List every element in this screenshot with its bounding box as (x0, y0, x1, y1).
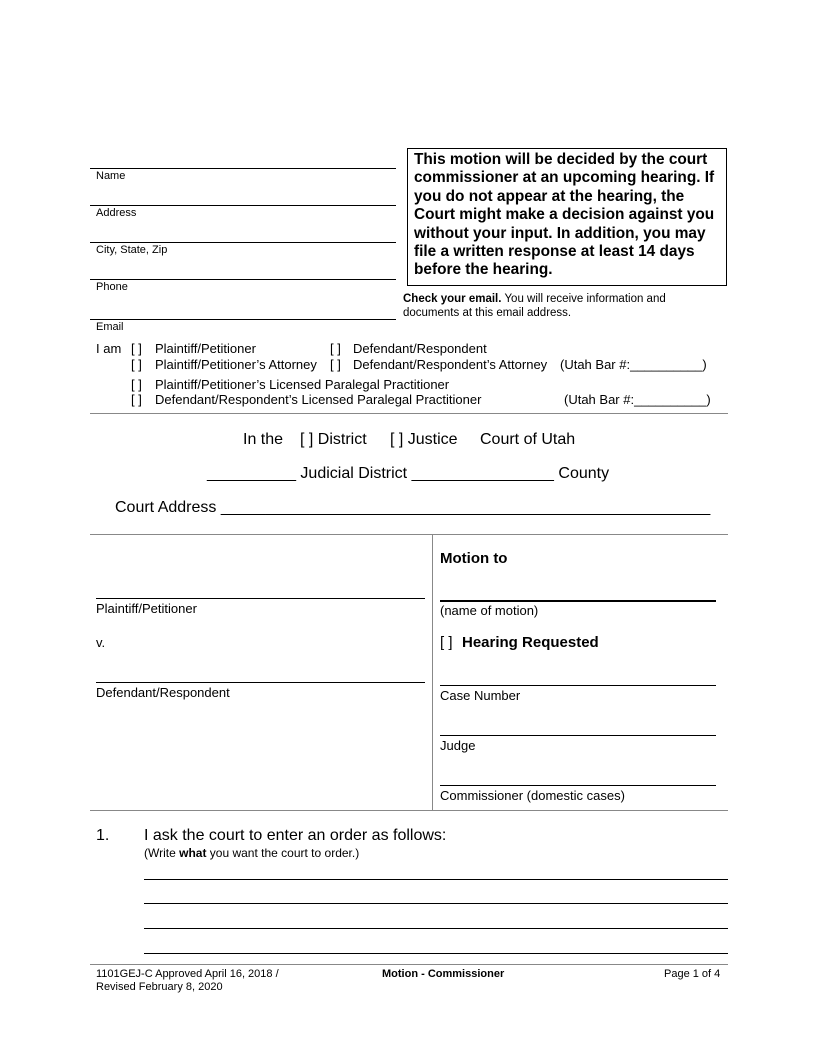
hearing-requested-label: Hearing Requested (462, 634, 599, 651)
email-line[interactable] (90, 319, 396, 320)
plaintiff-lpp-checkbox[interactable]: [ ] (131, 377, 142, 392)
name-line[interactable] (90, 168, 396, 169)
email-note-line2: documents at this email address. (403, 307, 572, 319)
defendant-lpp-option: Defendant/Respondent’s Licensed Paralegal Practitioner (155, 392, 482, 407)
caption-top-border (90, 534, 728, 535)
plaintiff-lpp-option: Plaintiff/Petitioner’s Licensed Paralegal Practitioner (155, 377, 450, 392)
divider (90, 413, 728, 414)
form-id: 1101GEJ-C Approved April 16, 2018 / (96, 968, 279, 980)
plaintiff-checkbox[interactable]: [ ] (131, 341, 142, 356)
defendant-checkbox[interactable]: [ ] (330, 341, 341, 356)
name-label: Name (96, 170, 126, 182)
court-of-utah-label: Court of Utah (480, 431, 576, 448)
email-label: Email (96, 321, 124, 333)
plaintiff-attorney-option: Plaintiff/Petitioner’s Attorney (155, 357, 317, 372)
commissioner-label: Commissioner (domestic cases) (440, 788, 625, 803)
city-line[interactable] (90, 242, 396, 243)
plaintiff-petitioner-label: Plaintiff/Petitioner (96, 601, 197, 616)
commissioner-line[interactable] (440, 785, 716, 786)
hearing-requested-checkbox[interactable]: [ ] (440, 634, 453, 651)
plaintiff-option: Plaintiff/Petitioner (155, 341, 256, 356)
phone-line[interactable] (90, 279, 396, 280)
page-number: Page 1 of 4 (664, 968, 721, 980)
order-line-4[interactable] (144, 953, 728, 954)
judge-label: Judge (440, 738, 476, 753)
plaintiff-name-line[interactable] (96, 598, 425, 599)
iam-label: I am (96, 341, 122, 356)
defendant-respondent-label: Defendant/Respondent (96, 685, 230, 700)
name-of-motion-label: (name of motion) (440, 603, 539, 618)
judicial-district-county[interactable]: __________ Judicial District ________________ County (207, 465, 610, 482)
defendant-attorney-checkbox[interactable]: [ ] (330, 357, 341, 372)
revised-date: Revised February 8, 2020 (96, 981, 223, 993)
footer-title: Motion - Commissioner (382, 968, 505, 980)
email-note-line1: You will receive information and (504, 293, 666, 305)
defendant-attorney-option: Defendant/Respondent’s Attorney (353, 357, 548, 372)
caption-bottom-border (90, 810, 728, 811)
address-line[interactable] (90, 205, 396, 206)
case-number-line[interactable] (440, 685, 716, 686)
item-number: 1. (96, 827, 110, 844)
address-label: Address (96, 207, 137, 219)
utah-bar-number-2[interactable]: (Utah Bar #:__________) (564, 392, 711, 407)
hearing-notice: This motion will be decided by the court commissioner at an upcoming hearing. If you do not appear at the hearing, the Court might make a decision against you without your input. In addition, you may file a written response at least 14 days before the hearing. (407, 148, 727, 286)
defendant-name-line[interactable] (96, 682, 425, 683)
item-text: I ask the court to enter an order as follows: (144, 827, 447, 844)
court-address[interactable]: Court Address _______________________________________________________ (115, 499, 711, 516)
order-line-2[interactable] (144, 903, 728, 904)
email-note-bold: Check your email. (403, 293, 502, 305)
city-label: City, State, Zip (96, 244, 168, 256)
email-note (403, 292, 703, 320)
footer-rule (90, 964, 728, 965)
justice-court-checkbox[interactable]: [ ] Justice (390, 431, 458, 448)
phone-label: Phone (96, 281, 128, 293)
versus-label: v. (96, 635, 106, 650)
plaintiff-attorney-checkbox[interactable]: [ ] (131, 357, 142, 372)
defendant-lpp-checkbox[interactable]: [ ] (131, 392, 142, 407)
item-hint-pre: (Write (144, 846, 180, 860)
item-hint-bold: what (179, 846, 207, 860)
caption-divider (432, 534, 433, 810)
judge-line[interactable] (440, 735, 716, 736)
district-court-checkbox[interactable]: [ ] District (300, 431, 367, 448)
item-hint (144, 846, 359, 860)
order-line-3[interactable] (144, 928, 728, 929)
item-hint-post: you want the court to order.) (206, 846, 360, 860)
case-number-label: Case Number (440, 688, 521, 703)
in-the-label: In the (243, 431, 284, 448)
defendant-option: Defendant/Respondent (353, 341, 487, 356)
motion-to-heading: Motion to (440, 550, 508, 567)
order-line-1[interactable] (144, 879, 728, 880)
utah-bar-number-1[interactable]: (Utah Bar #:__________) (560, 357, 707, 372)
motion-name-line[interactable] (440, 600, 716, 602)
